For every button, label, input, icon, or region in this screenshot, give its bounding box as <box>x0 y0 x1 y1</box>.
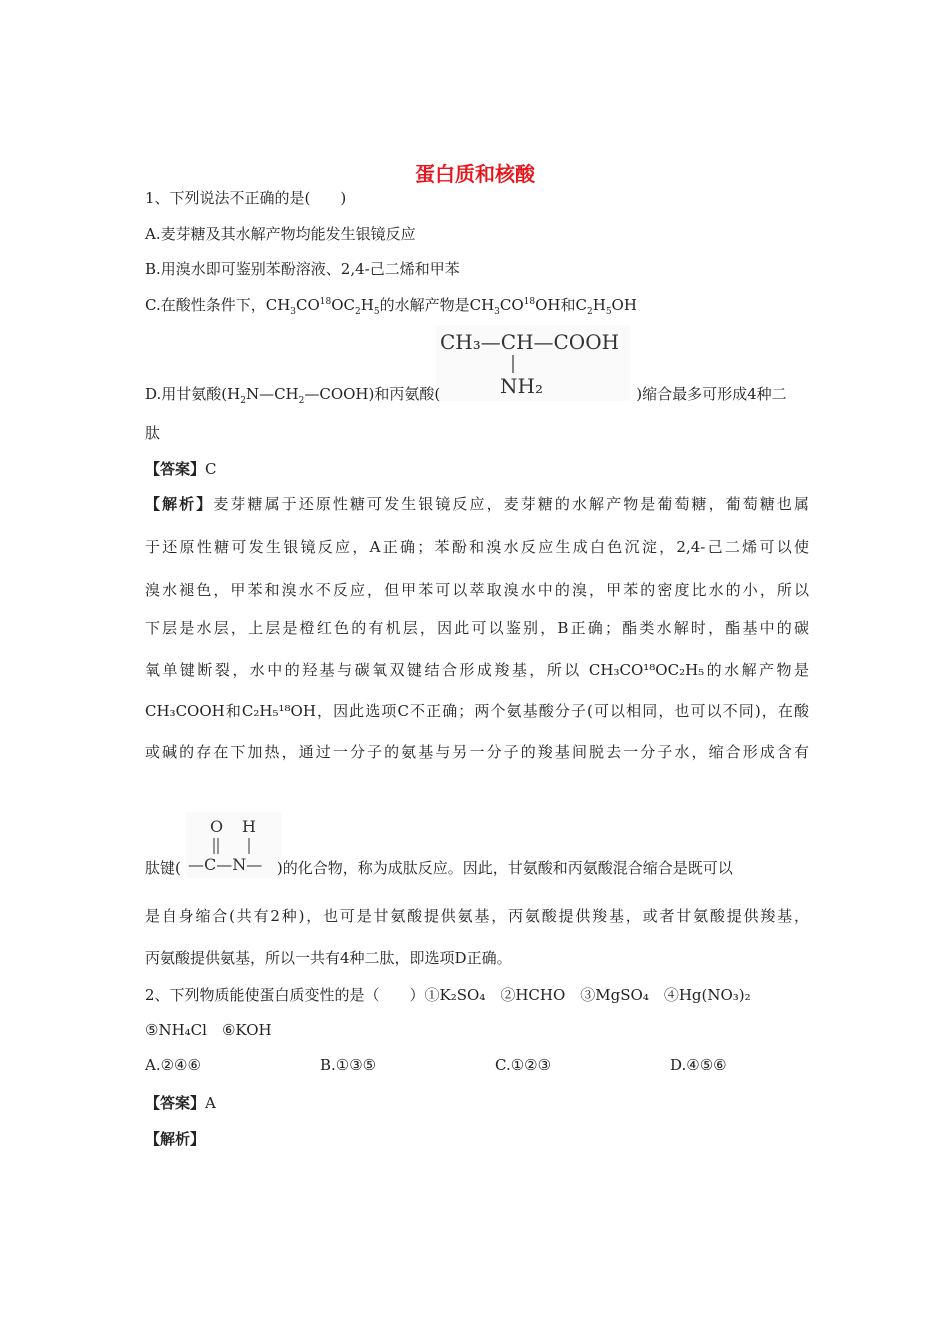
q2-option-b: B.①③⑤ <box>320 1056 377 1074</box>
q1-option-d: D.用甘氨酸$(H_2N—CH_2—COOH)$和丙氨酸( )缩合最多可形成4种二 <box>145 385 787 406</box>
q1-analysis-line-7: 或碱的存在下加热，通过一分子的氨基与另一分子的羧基间脱去一分子水，缩合形成含有 <box>145 743 809 761</box>
q1-option-c: C.在酸性条件下，$CH_3CO^{18}OC_2H_5$的水解产物是$CH_3CO^{18}OH$和$C_2H_5OH$ <box>145 296 637 317</box>
q2-option-c: C.①②③ <box>495 1056 552 1074</box>
q1-analysis-line-4: 下层是水层，上层是橙红色的有机层，因此可以鉴别，B正确；酯类水解时，酯基中的碳 <box>145 619 809 637</box>
q1-analysis-line-3: 溴水褪色，甲苯和溴水不反应，但甲苯可以萃取溴水中的溴，甲苯的密度比水的小，所以 <box>145 581 809 599</box>
q1-analysis-line-5: 氧单键断裂，水中的羟基与碳氧双键结合形成羧基，所以 CH₃CO¹⁸OC₂H₅的水解产物是 <box>145 661 809 679</box>
q2-option-d: D.④⑤⑥ <box>670 1056 727 1074</box>
q1-analysis-line-10: 丙氨酸提供氨基，所以一共有4种二肽，即选项D正确。 <box>145 949 512 967</box>
q2-stem: 2、下列物质能使蛋白质变性的是（ ）①K₂SO₄ ②HCHO ③MgSO₄ ④Hg(NO₃)₂ <box>145 986 751 1004</box>
q2-stem-cont: ⑤NH₄Cl ⑥KOH <box>145 1021 272 1039</box>
q1-analysis-line-9: 是自身缩合(共有2种)，也可是甘氨酸提供氨基，丙氨酸提供羧基，或者甘氨酸提供羧基， <box>145 907 809 925</box>
q1-analysis-line-1: 【解析】麦芽糖属于还原性糖可发生银镜反应，麦芽糖的水解产物是葡萄糖，葡萄糖也属 <box>145 495 809 513</box>
q2-analysis-label: 【解析】 <box>145 1130 206 1148</box>
alanine-bottom-text: NH₂ <box>500 374 543 398</box>
q2-option-a: A.②④⑥ <box>145 1056 201 1074</box>
q2-answer: 【答案】A <box>145 1094 216 1112</box>
q1-answer: 【答案】C <box>145 460 217 478</box>
q1-option-a: A.麦芽糖及其水解产物均能发生银镜反应 <box>145 225 416 243</box>
peptide-h-text: H <box>242 817 256 836</box>
q1-option-d-cont: 肽 <box>145 424 161 442</box>
q1-analysis-line-2: 于还原性糖可发生银镜反应，A正确；苯酚和溴水反应生成白色沉淀，2,4-己二烯可以使 <box>145 538 809 556</box>
q1-stem: 1、下列说法不正确的是( ) <box>145 189 347 207</box>
q1-option-b: B.用溴水即可鉴别苯酚溶液、2,4-己二烯和甲苯 <box>145 260 460 278</box>
q1-analysis-peptide-line: 肽键( )的化合物，称为成肽反应。因此，甘氨酸和丙氨酸混合缩合是既可以 <box>145 859 733 877</box>
page-title: 蛋白质和核酸 <box>415 162 535 186</box>
peptide-o-text: O <box>210 817 224 836</box>
alanine-top-text: CH₃—CH—COOH <box>440 330 620 354</box>
peptide-chain-text: —C—N— <box>188 855 263 874</box>
q1-analysis-line-6: CH₃COOH和C₂H₅¹⁸OH，因此选项C不正确；两个氨基酸分子(可以相同，也可以不同)，在酸 <box>145 702 809 720</box>
